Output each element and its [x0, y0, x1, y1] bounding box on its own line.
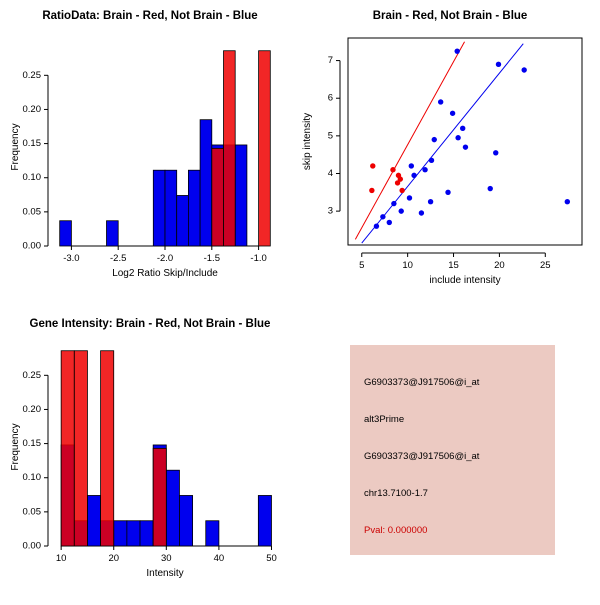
gene-intensity-panel: [0, 300, 300, 600]
svg-text:6: 6: [327, 92, 333, 104]
info-line-1: G6903373@J917506@i_at: [364, 377, 480, 388]
svg-text:0.15: 0.15: [22, 438, 41, 450]
svg-text:0.00: 0.00: [22, 540, 41, 552]
svg-text:-2.5: -2.5: [110, 253, 127, 264]
svg-text:10: 10: [55, 553, 67, 564]
svg-text:10: 10: [402, 260, 413, 271]
ratio-histogram-svg: [0, 0, 300, 300]
intensity-scatter-svg: [300, 0, 600, 300]
svg-text:0.20: 0.20: [22, 103, 41, 115]
svg-text:0.15: 0.15: [22, 138, 41, 150]
info-line-4: chr13.7100-1.7: [364, 488, 428, 499]
svg-text:5: 5: [359, 260, 365, 271]
ratio-histogram-title: RatioData: Brain - Red, Not Brain - Blue: [42, 10, 258, 22]
annotation-info-box: [350, 345, 555, 555]
svg-text:5: 5: [327, 130, 333, 142]
svg-text:include intensity: include intensity: [429, 275, 501, 286]
svg-text:0.05: 0.05: [22, 506, 41, 518]
svg-text:Frequency: Frequency: [10, 123, 21, 171]
svg-text:20: 20: [494, 260, 505, 271]
svg-text:40: 40: [213, 553, 225, 564]
gene-intensity-svg: [0, 300, 300, 600]
svg-text:30: 30: [161, 553, 172, 564]
svg-text:-1.0: -1.0: [250, 253, 267, 264]
intensity-scatter-panel: [300, 0, 600, 300]
svg-text:20: 20: [108, 553, 120, 564]
svg-text:4: 4: [327, 168, 333, 180]
info-line-5: Pval: 0.000000: [364, 525, 428, 536]
svg-text:0.10: 0.10: [22, 172, 41, 184]
svg-text:0.25: 0.25: [22, 369, 41, 381]
svg-text:skip intensity: skip intensity: [302, 112, 313, 171]
svg-text:0.00: 0.00: [22, 240, 41, 252]
ratio-histogram-panel: [0, 0, 300, 300]
info-line-3: G6903373@J917506@i_at: [364, 451, 480, 462]
svg-text:3: 3: [327, 205, 333, 217]
svg-text:0.20: 0.20: [22, 403, 41, 415]
svg-text:0.05: 0.05: [22, 206, 41, 218]
svg-text:-1.5: -1.5: [203, 253, 220, 264]
intensity-scatter-title: Brain - Red, Not Brain - Blue: [372, 10, 528, 22]
svg-text:Intensity: Intensity: [146, 568, 184, 579]
svg-text:-3.0: -3.0: [63, 253, 80, 264]
svg-text:Frequency: Frequency: [10, 423, 21, 471]
svg-text:25: 25: [540, 260, 551, 271]
info-line-2: alt3Prime: [364, 414, 405, 425]
gene-intensity-title: Gene Intensity: Brain - Red, Not Brain - Blue: [29, 318, 271, 330]
svg-text:50: 50: [266, 553, 277, 564]
svg-text:-2.0: -2.0: [156, 253, 174, 264]
svg-text:0.10: 0.10: [22, 472, 41, 484]
svg-text:15: 15: [448, 260, 459, 271]
svg-text:0.25: 0.25: [22, 69, 41, 81]
svg-text:7: 7: [327, 55, 333, 67]
svg-text:Log2 Ratio Skip/Include: Log2 Ratio Skip/Include: [112, 268, 218, 279]
